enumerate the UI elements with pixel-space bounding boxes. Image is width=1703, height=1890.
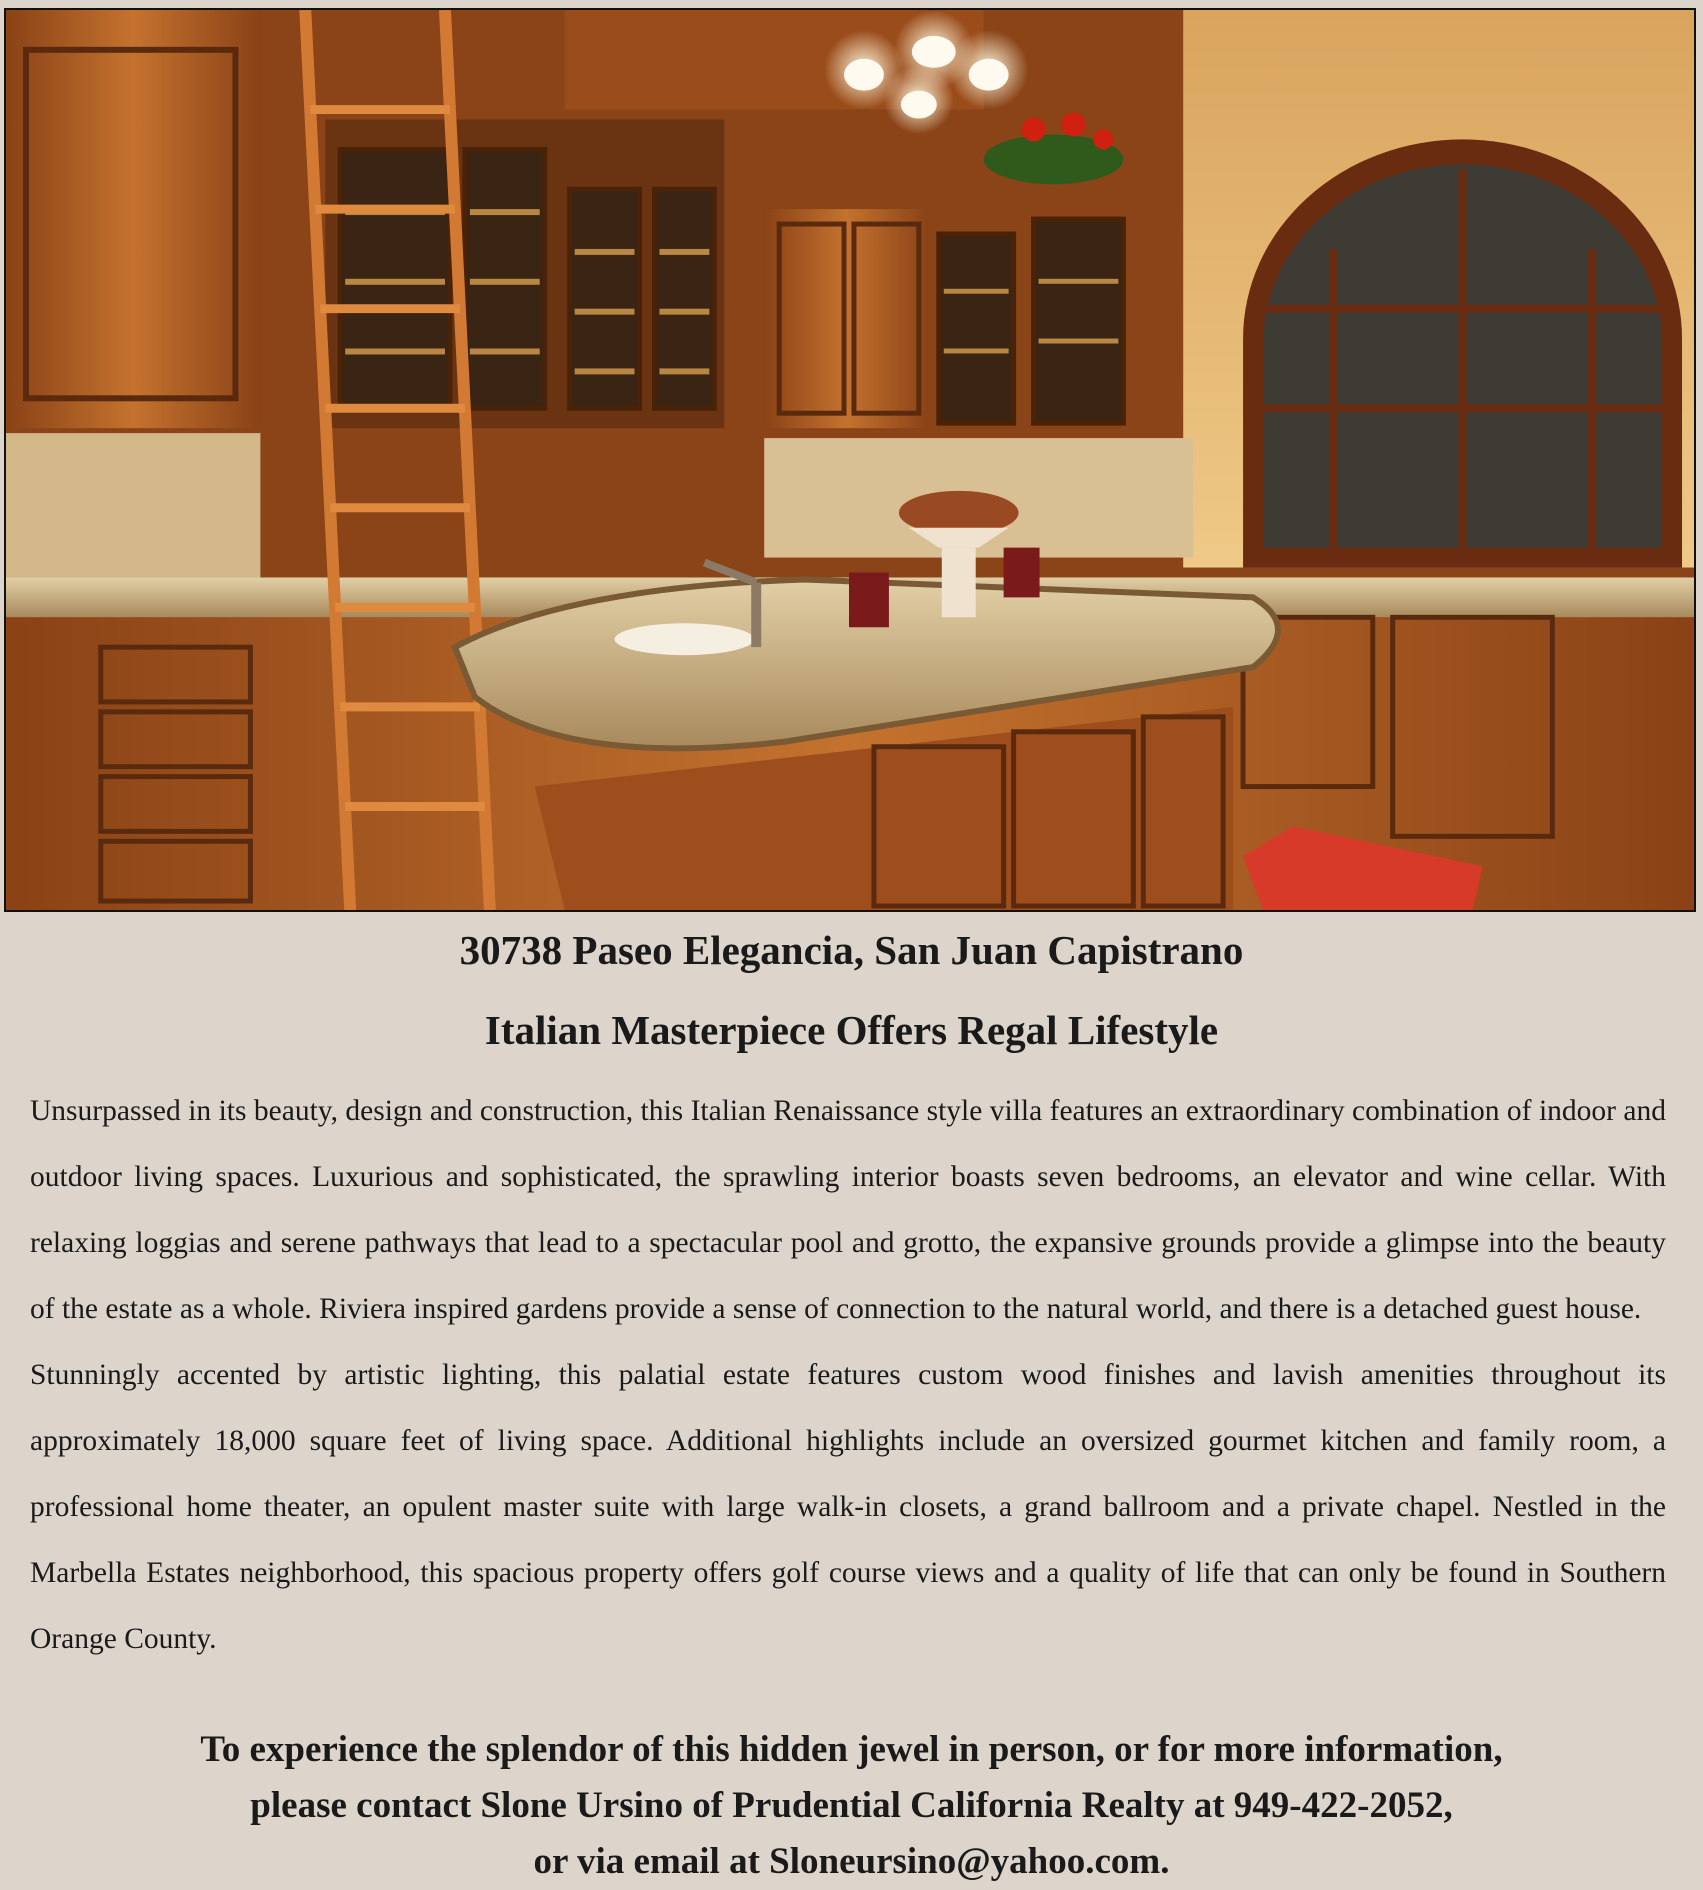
listing-address: 30738 Paseo Elegancia, San Juan Capistrano (459, 927, 1244, 973)
contact-line: To experience the splendor of this hidden jewel in person, or for more information, (200, 1729, 1503, 1770)
description-paragraph: Stunningly accented by artistic lighting, this palatial estate features custom wood finishes and lavish amenities throughout its approximately 18,000 square feet of living space. Additional highlights include an oversized gourmet kitchen and family room, a professional home theater, an opulent master suite with large walk-in closets, a grand ballroom and a private chapel. Nestled in the Marbella Estates neighborhood, this spacious property offers golf course views and a quality of life that can only be found in Southern Orange County. (30, 1359, 1666, 1655)
contact-info (60, 1722, 1643, 1890)
contact-line: please contact Slone Ursino of Prudential California Realty at 949-422-2052, (250, 1785, 1453, 1826)
description-paragraph: Unsurpassed in its beauty, design and construction, this Italian Renaissance style villa features an extraordinary combination of indoor and outdoor living spaces. Luxurious and sophisticated, the sprawling interior boasts seven bedrooms, an elevator and wine cellar. With relaxing loggias and serene pathways that lead to a spectacular pool and grotto, the expansive grounds provide a glimpse into the beauty of the estate as a whole. Riviera inspired gardens provide a sense of connection to the natural world, and there is a detached guest house. (30, 1095, 1666, 1325)
listing-headline: Italian Masterpiece Offers Regal Lifestyle (484, 1007, 1219, 1053)
kitchen-photo (4, 8, 1696, 912)
contact-line: or via email at Sloneursino@yahoo.com. (533, 1841, 1170, 1882)
kitchen-illustration (6, 10, 1694, 910)
listing-description (30, 1078, 1666, 1672)
